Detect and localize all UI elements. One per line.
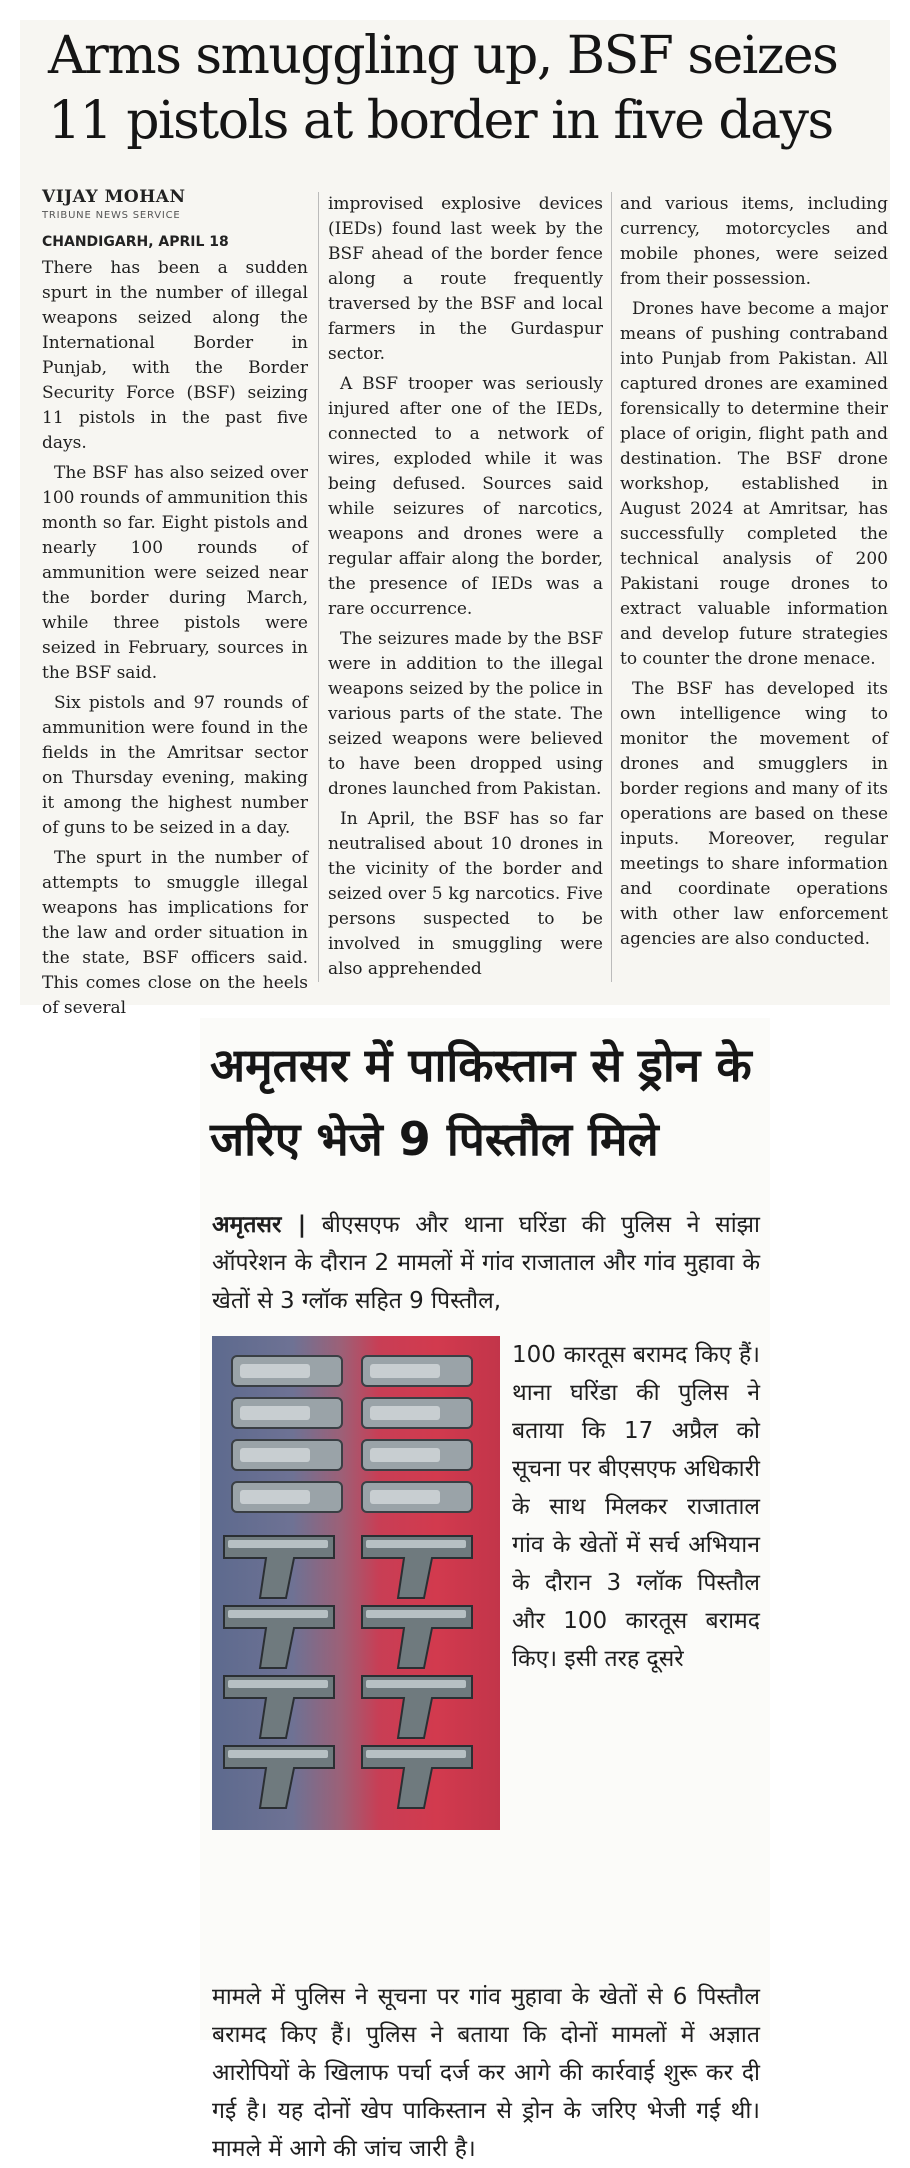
article-column-1 [42,256,308,1026]
magazine [232,1440,342,1470]
pistol [224,1746,334,1808]
paragraph: The BSF has also seized over 100 rounds of ammunition this month so far. Eight pistols and nearly 100 rounds of ammunition were seized near the border during March, while three pistols were seized in February, sources in the BSF said. [42,463,308,683]
magazine [362,1440,472,1470]
magazine [362,1356,472,1386]
paragraph: Six pistols and 97 rounds of ammunition were found in the fields in the Amritsar sector on Thursday evening, making it among the highest number of guns to be seized in a day. [42,693,308,838]
pistol [362,1676,472,1738]
paragraph: The seizures made by the BSF were in addition to the illegal weapons seized by the police in various parts of the state. The seized weapons were believed to have been dropped using drones launched from Pakistan. [328,629,603,799]
article-column-3 [620,192,888,957]
hindi-news-clipping [200,1018,770,2162]
hindi-paragraph-1 [212,1206,760,1320]
paragraph: A BSF trooper was seriously injured after one of the IEDs, connected to a network of wires, exploded while it was being defused. Sources said while seizures of narcotics, weapons and drones were a regular affair along the border, the presence of IEDs was a rare occurrence. [328,374,603,619]
pistol [224,1536,334,1598]
magazine [362,1482,472,1512]
paragraph: The spurt in the number of attempts to smuggle illegal weapons has implications for the law and order situation in the state, BSF officers said. This comes close on the heels of several [42,848,308,1018]
magazine [362,1398,472,1428]
location-tag: अमृतसर | [212,1212,307,1238]
column-divider [318,192,319,982]
paragraph: and various items, including currency, motorcycles and mobile phones, were seized from their possession. [620,194,888,289]
pistol [362,1536,472,1598]
hindi-paragraph-3: मामले में पुलिस ने सूचना पर गांव मुहावा के खेतों से 6 पिस्तौल बरामद किए हैं। पुलिस ने बताया कि दोनों मामलों में अज्ञात आरोपियों के खिलाफ पर्चा दर्ज कर आगे की कार्रवाई शुरू कर दी गई है। यह दोनों खेप पाकिस्तान से ड्रोन के जरिए भेजी गई थी। मामले में आगे की जांच जारी है। [212,1984,760,2162]
news-service: TRIBUNE NEWS SERVICE [42,210,181,221]
paragraph: Drones have become a major means of pushing contraband into Punjab from Pakistan. All captured drones are examined forensically to determine their place of origin, flight path and destination. The BSF drone workshop, established in August 2024 at Amritsar, has successfully completed the technical analysis of 200 Pakistani rouge drones to extract valuable information and develop future strategies to counter the drone menace. [620,299,888,669]
magazine [232,1482,342,1512]
paragraph: In April, the BSF has so far neutralised about 10 drones in the vicinity of the border and seized over 5 kg narcotics. Five persons suspected to be involved in smuggling were also apprehended [328,809,603,979]
pistol [224,1676,334,1738]
column-divider [611,192,612,982]
paragraph-text: बीएसएफ और थाना घरिंडा की पुलिस ने सांझा ऑपरेशन के दौरान 2 मामलों में गांव राजाताल और गांव मुहावा के खेतों से 3 ग्लॉक सहित 9 पिस्तौल, [212,1212,760,1314]
magazine [232,1398,342,1428]
pistol [362,1606,472,1668]
article-column-2 [328,192,603,987]
hindi-paragraph-2: 100 कारतूस बरामद किए हैं। थाना घरिंडा की पुलिस ने बताया कि 17 अप्रैल को सूचना पर बीएसएफ अधिकारी के साथ मिलकर राजाताल गांव के खेतों में सर्च अभियान के दौरान 3 ग्लॉक पिस्तौल और 100 कारतूस बरामद किए। इसी तरह दूसरे [512,1342,760,1672]
photo-illustration [212,1336,500,1830]
hindi-headline: अमृतसर में पाकिस्तान से ड्रोन के जरिए भेजे 9 पिस्तौल मिले [210,1038,752,1166]
pistol [224,1606,334,1668]
byline: VIJAY MOHAN [42,187,186,207]
magazine [232,1356,342,1386]
paragraph: The BSF has developed its own intelligence wing to monitor the movement of drones and smugglers in border regions and many of its operations are based on these inputs. Moreover, regular meetings to share information and coordinate operations with other law enforcement agencies are also conducted. [620,679,888,949]
paragraph: improvised explosive devices (IEDs) found last week by the BSF ahead of the border fence along a route frequently traversed by the BSF and local farmers in the Gurdaspur sector. [328,194,603,364]
seized-weapons-photo [212,1336,500,1830]
dateline: CHANDIGARH, APRIL 18 [42,234,229,250]
headline: Arms smuggling up, BSF seizes 11 pistols at border in five days [48,26,838,151]
paragraph: There has been a sudden spurt in the number of illegal weapons seized along the International Border in Punjab, with the Border Security Force (BSF) seizing 11 pistols in the past five days. [42,258,308,453]
pistol [362,1746,472,1808]
english-news-clipping [20,20,890,1018]
